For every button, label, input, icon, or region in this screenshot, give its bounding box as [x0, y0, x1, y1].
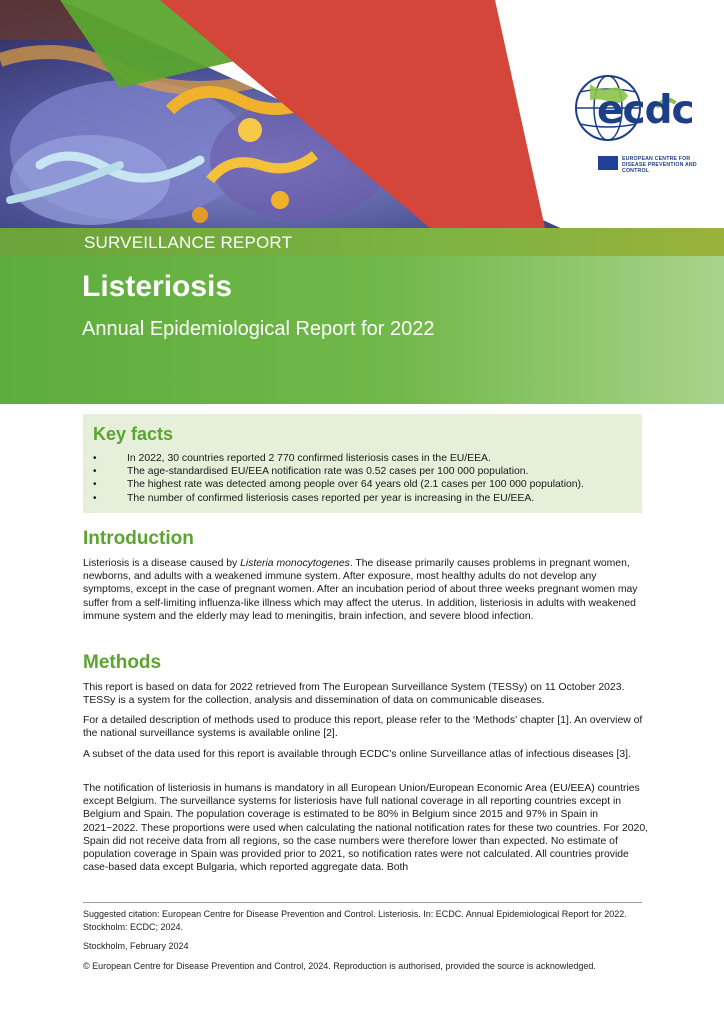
intro-text-end: . The disease primarily causes problems in pregnant women, newborns, and adults with a weakened immune system. After exposure, most healthy adults do not develop any symptoms, except in the case of pregnant women. After an incubation period of about three weeks pregnant women may suffer from a self-limiting influenza-like illness which may affect the uterus. In addition, listeriosis in adults with weakened immune system and the elderly may lead to meningitis, brain infection, and severe blood infection.	[83, 558, 638, 622]
page-subtitle: Annual Epidemiological Report for 2022	[82, 318, 435, 340]
introduction-paragraph	[83, 557, 648, 623]
key-fact-item: • The number of confirmed listeriosis cases reported per year is increasing in the EU/EEA.	[83, 492, 584, 505]
header-banner	[0, 0, 724, 230]
logo-wordmark: ecdc	[597, 88, 694, 133]
footer-divider	[83, 902, 642, 903]
methods-paragraph: For a detailed description of methods used to produce this report, please refer to the ‘Methods’ chapter [1]. An overview of the national surveillance systems is available online [2].	[83, 715, 643, 740]
report-type: SURVEILLANCE REPORT	[84, 233, 293, 252]
methods-paragraph: A subset of the data used for this report is available through ECDC’s online Surveillance atlas of infectious diseases [3].	[83, 749, 631, 760]
key-fact-item: • The age-standardised EU/EEA notification rate was 0.52 cases per 100 000 population.	[83, 465, 584, 478]
key-facts-box	[83, 414, 642, 513]
place-date: Stockholm, February 2024	[83, 941, 189, 951]
key-facts-heading: Key facts	[93, 424, 174, 444]
page-title: Listeriosis	[82, 270, 233, 303]
methods-heading: Methods	[83, 652, 162, 673]
copyright-notice: © European Centre for Disease Prevention and Control, 2024. Reproduction is authorised, provided the source is acknowledged.	[83, 961, 596, 971]
logo-subtitle: EUROPEAN CENTRE FOR DISEASE PREVENTION AND CONTROL	[622, 156, 697, 174]
key-facts-list	[83, 452, 584, 505]
key-fact-item: • In 2022, 30 countries reported 2 770 confirmed listeriosis cases in the EU/EEA.	[83, 452, 584, 465]
methods-paragraph: The notification of listeriosis in humans is mandatory in all European Union/European Economic Area (EU/EEA) countries except Belgium. The surveillance systems for listeriosis have full national coverage in all reporting countries except in Belgium and Spain. The population coverage is estimated to be 80% in Belgium since 2015 and 97% in Spain in 2021−2022. These proportions were used when calculating the national notification rates for these two countries. For 2020, Spain did not receive data from all regions, so the case numbers were therefore lower than expected. No estimate of population coverage in Spain was provided prior to 2021, so notification rates were not calculated. All countries provide case-based data except Bulgaria, which reported aggregate data. Both	[83, 783, 649, 874]
organism-name: Listeria monocytogenes	[240, 558, 350, 569]
introduction-heading: Introduction	[83, 528, 194, 549]
methods-paragraph: This report is based on data for 2022 retrieved from The European Surveillance System (TESSy) on 11 October 2023. TESSy is a system for the collection, analysis and dissemination of data on communicable diseases.	[83, 682, 625, 707]
suggested-citation: Suggested citation: European Centre for Disease Prevention and Control. Listeriosis. In: ECDC. Annual Epidemiological Report for 2022. Stockholm: ECDC; 2024.	[83, 909, 627, 932]
eu-flag-icon	[598, 156, 618, 170]
key-fact-item: • The highest rate was detected among people over 64 years old (2.1 cases per 100 000 population).	[83, 478, 584, 491]
intro-text-start: Listeriosis is a disease caused by	[83, 558, 241, 569]
